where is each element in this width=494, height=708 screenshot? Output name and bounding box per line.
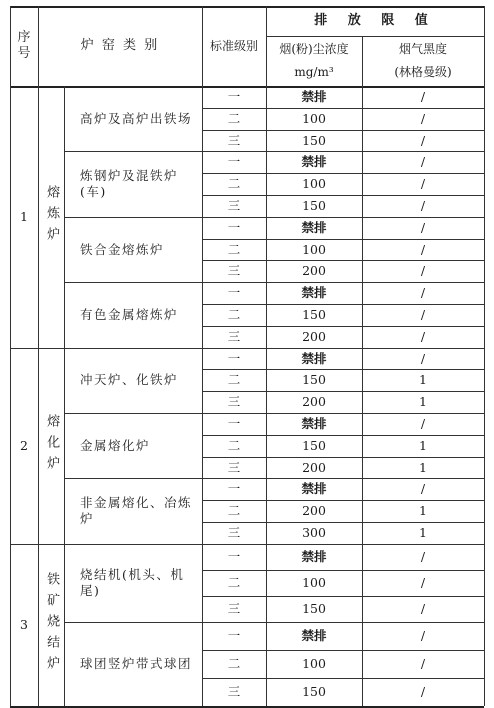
- smoke-blackness-cell: /: [420, 110, 426, 126]
- smoke-blackness-cell: 1: [419, 372, 427, 388]
- standard-level-cell: 一: [227, 219, 241, 235]
- dust-limit-cell: 100: [302, 655, 326, 671]
- dust-limit-cell: 200: [302, 503, 326, 519]
- dust-limit-cell: 禁排: [301, 219, 327, 235]
- dust-limit-cell: 200: [302, 328, 326, 344]
- subcategory-name: 非金属熔化、冶炼炉: [80, 495, 193, 527]
- dust-limit-cell: 150: [302, 198, 326, 214]
- header-category: 炉 窑 类 别: [80, 37, 160, 53]
- standard-level-cell: 三: [227, 394, 241, 410]
- smoke-blackness-cell: /: [420, 176, 426, 192]
- standard-level-cell: 三: [227, 132, 241, 148]
- dust-limit-cell: 150: [302, 132, 326, 148]
- dust-limit-cell: 100: [302, 241, 326, 257]
- subcategory-name: 高炉及高炉出铁场: [80, 110, 193, 126]
- dust-limit-cell: 100: [302, 110, 326, 126]
- row-divider: [266, 36, 484, 37]
- column-divider: [64, 86, 65, 706]
- header-dust-concentration: 烟(粉)尘浓度: [279, 41, 349, 56]
- header-seq: 序 号: [17, 29, 31, 61]
- dust-limit-cell: 150: [302, 437, 326, 453]
- group-number: 3: [20, 616, 28, 632]
- standard-level-cell: 三: [227, 600, 241, 616]
- dust-limit-cell: 150: [302, 307, 326, 323]
- smoke-blackness-cell: /: [420, 241, 426, 257]
- dust-limit-cell: 150: [302, 600, 326, 616]
- standard-level-cell: 二: [227, 307, 241, 323]
- smoke-blackness-cell: /: [420, 600, 426, 616]
- smoke-blackness-cell: /: [420, 627, 426, 643]
- standard-level-cell: 一: [227, 627, 241, 643]
- standard-level-cell: 三: [227, 683, 241, 699]
- subcategory-name: 冲天炉、化铁炉: [80, 372, 179, 388]
- dust-limit-cell: 禁排: [301, 89, 327, 105]
- group-name: 熔化炉: [44, 414, 60, 478]
- smoke-blackness-cell: /: [420, 481, 426, 497]
- smoke-blackness-cell: /: [420, 416, 426, 432]
- column-divider: [38, 6, 39, 86]
- dust-limit-cell: 200: [302, 263, 326, 279]
- smoke-blackness-cell: 1: [419, 459, 427, 475]
- row-divider: [10, 6, 484, 8]
- smoke-blackness-cell: /: [420, 285, 426, 301]
- smoke-blackness-cell: /: [420, 683, 426, 699]
- dust-limit-cell: 禁排: [301, 285, 327, 301]
- standard-level-cell: 三: [227, 198, 241, 214]
- smoke-blackness-cell: /: [420, 219, 426, 235]
- standard-level-cell: 二: [227, 437, 241, 453]
- smoke-blackness-cell: /: [420, 548, 426, 564]
- dust-limit-cell: 200: [302, 459, 326, 475]
- standard-level-cell: 一: [227, 548, 241, 564]
- smoke-blackness-cell: 1: [419, 437, 427, 453]
- standard-level-cell: 二: [227, 655, 241, 671]
- smoke-blackness-cell: /: [420, 655, 426, 671]
- group-name: 铁矿烧结炉: [44, 572, 60, 678]
- standard-level-cell: 三: [227, 459, 241, 475]
- standard-level-cell: 一: [227, 285, 241, 301]
- subcategory-name: 炼钢炉及混铁炉(车): [80, 168, 179, 200]
- subcategory-name: 球团竖炉带式球团: [80, 655, 193, 671]
- dust-limit-cell: 禁排: [301, 416, 327, 432]
- smoke-blackness-cell: /: [420, 263, 426, 279]
- standard-level-cell: 一: [227, 89, 241, 105]
- smoke-blackness-cell: /: [420, 154, 426, 170]
- standard-level-cell: 二: [227, 503, 241, 519]
- standard-level-cell: 三: [227, 525, 241, 541]
- standard-level-cell: 一: [227, 481, 241, 497]
- standard-level-cell: 一: [227, 350, 241, 366]
- header-smoke-blackness: 烟气黑度: [398, 41, 447, 56]
- standard-level-cell: 三: [227, 328, 241, 344]
- group-number: 1: [20, 208, 28, 224]
- dust-limit-cell: 100: [302, 574, 326, 590]
- dust-limit-cell: 150: [302, 372, 326, 388]
- smoke-blackness-cell: /: [420, 198, 426, 214]
- dust-limit-cell: 100: [302, 176, 326, 192]
- header-dust-unit: mg/m³: [294, 64, 334, 79]
- row-divider: [10, 706, 484, 708]
- group-name: 熔炼炉: [44, 185, 60, 249]
- standard-level-cell: 二: [227, 574, 241, 590]
- dust-limit-cell: 200: [302, 394, 326, 410]
- header-emission-limit: 排 放 限 值: [314, 12, 436, 28]
- smoke-blackness-cell: 1: [419, 503, 427, 519]
- dust-limit-cell: 禁排: [301, 350, 327, 366]
- dust-limit-cell: 禁排: [301, 548, 327, 564]
- smoke-blackness-cell: /: [420, 307, 426, 323]
- standard-level-cell: 二: [227, 110, 241, 126]
- group-number: 2: [20, 437, 28, 453]
- standard-level-cell: 二: [227, 241, 241, 257]
- smoke-blackness-cell: /: [420, 328, 426, 344]
- standard-level-cell: 三: [227, 263, 241, 279]
- smoke-blackness-cell: /: [420, 132, 426, 148]
- smoke-blackness-cell: /: [420, 89, 426, 105]
- standard-level-cell: 一: [227, 154, 241, 170]
- header-standard-level: 标准级别: [209, 38, 258, 53]
- dust-limit-cell: 150: [302, 683, 326, 699]
- smoke-blackness-cell: 1: [419, 525, 427, 541]
- subcategory-name: 烧结机(机头、机尾): [80, 567, 185, 598]
- standard-level-cell: 一: [227, 416, 241, 432]
- standard-level-cell: 二: [227, 176, 241, 192]
- standard-level-cell: 二: [227, 372, 241, 388]
- subcategory-name: 有色金属熔炼炉: [80, 307, 179, 323]
- column-divider: [484, 6, 485, 706]
- dust-limit-cell: 禁排: [301, 627, 327, 643]
- header-smoke-unit: (林格曼级): [394, 64, 452, 79]
- smoke-blackness-cell: /: [420, 574, 426, 590]
- subcategory-name: 金属熔化炉: [80, 437, 151, 453]
- dust-limit-cell: 禁排: [301, 154, 327, 170]
- subcategory-name: 铁合金熔炼炉: [80, 241, 165, 257]
- dust-limit-cell: 禁排: [301, 481, 327, 497]
- smoke-blackness-cell: /: [420, 350, 426, 366]
- smoke-blackness-cell: 1: [419, 394, 427, 410]
- dust-limit-cell: 300: [302, 525, 326, 541]
